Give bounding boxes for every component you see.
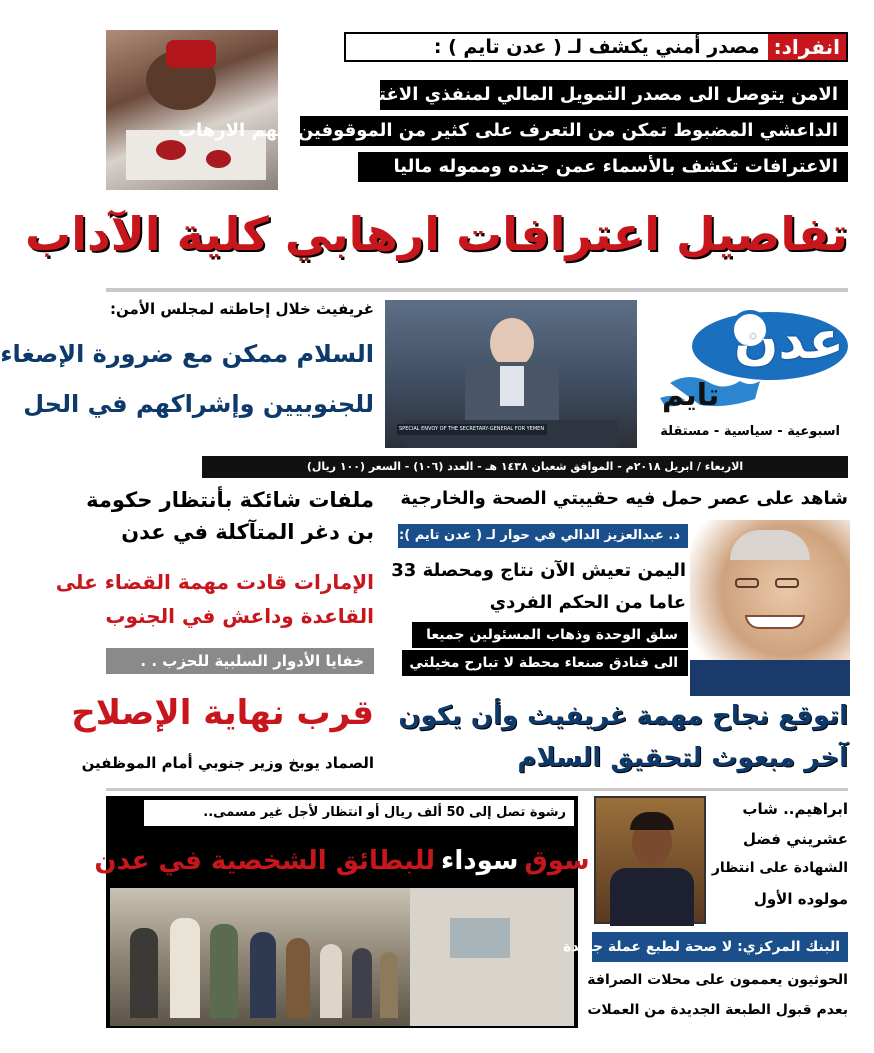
files-headline-1: ملفات شائكة بأنتظار حكومة [86,488,374,512]
quote-line-1: اليمن تعيش الآن نتاج ومحصلة 33 [391,560,686,581]
masthead [650,298,850,448]
files-headline-2: بن دغر المتآكلة في عدن [121,520,374,544]
divider-top [106,288,848,292]
dateline: الاربعاء / ابريل ٢٠١٨م - الموافق شعبان ١٤٣٨ هـ - العدد (١٠٦) - السعر (١٠٠ ريال) [306,460,744,473]
masthead-subtitle: تايم [662,378,720,413]
envoy-nameplate: SPECIAL ENVOY OF THE SECRETARY-GENERAL FOR YEMEN [397,424,547,435]
uae-headline-1: الإمارات قادت مهمة القضاء على [55,570,374,594]
ibrahim-line-4: مولوده الأول [753,890,848,908]
uae-headline-2: القاعدة وداعش في الجنوب [105,604,374,628]
griffiths-line-1: السلام ممكن مع ضرورة الإصغاء [0,340,374,368]
box-line-2: الى فنادق صنعاء محطة لا تبارح مخيلتي [402,650,688,676]
interview-label: د. عبدالعزيز الدالي في حوار لـ ( عدن تايم ): [398,524,688,548]
black-market-kicker: رشوة تصل إلى 50 ألف ريال أو انتظار لأجل غير مسمى.. [144,800,574,826]
top-line-1: الامن يتوصل الى مصدر التمويل المالي لمنفذي الاغتيالات بعدن [380,80,848,110]
ibrahim-photo [594,796,706,924]
headline-rest: للبطائق الشخصية في عدن [94,846,436,876]
masthead-title: عدن [734,311,844,371]
islah-headline: قرب نهاية الإصلاح [71,693,374,733]
queue-photo [110,888,574,1026]
aldali-portrait [690,520,850,696]
main-headline: تفاصيل اعترافات ارهابي كلية الآداب [24,207,848,261]
islah-kicker: خفايا الأدوار السلبية للحزب . . [106,648,374,674]
ibrahim-line-1: ابراهيم.. شاب [742,800,848,818]
witness-headline: شاهد على عصر حمل فيه حقيبتي الصحة والخارجية [400,488,848,509]
exclusive-label: انفراد: [768,34,846,60]
bank-line-1: الحوثيون يعممون على محلات الصرافة [587,972,848,988]
bank-line-2: بعدم قبول الطبعة الجديدة من العملات [587,1002,848,1018]
quote-line-2: عاما من الحكم الفردي [489,592,686,613]
exclusive-banner [344,32,848,62]
interview-big-2: آخر مبعوث لتحقيق السلام [517,743,848,773]
griffiths-kicker: غريفيث خلال إحاطته لمجلس الأمن: [110,300,374,318]
black-market-headline [94,836,590,886]
injured-man-photo [106,30,278,190]
headline-word-souq: سوق [524,846,590,876]
masthead-tagline: اسبوعية - سياسية - مستقلة [660,424,840,439]
interview-big-1: اتوقع نجاح مهمة غريفيث وأن يكون [398,701,848,731]
ibrahim-line-2: عشريني فضل [743,830,848,848]
griffiths-photo [385,300,637,448]
divider-mid [106,788,848,791]
box-line-1: سلق الوحدة وذهاب المسئولين جميعا [412,622,688,648]
top-line-2: الداعشي المضبوط تمكن من التعرف على كثير من الموقوفين بتهم الارهاب [300,116,848,146]
griffiths-line-2: للجنوبيين وإشراكهم في الحل [23,390,374,418]
bank-banner: البنك المركزي: لا صحة لطبع عملة جديدة [592,932,848,962]
ibrahim-line-3: الشهادة على انتظار [711,860,848,876]
top-line-3: الاعترافات تكشف بالأسماء عمن جنده ومموله ماليا [358,152,848,182]
sammad-headline: الصماد يوبخ وزير جنوبي أمام الموظفين [81,754,374,772]
headline-word-sawda: سوداء [441,846,519,876]
exclusive-text: مصدر أمني يكشف لـ ( عدن تايم ) : [346,34,768,60]
